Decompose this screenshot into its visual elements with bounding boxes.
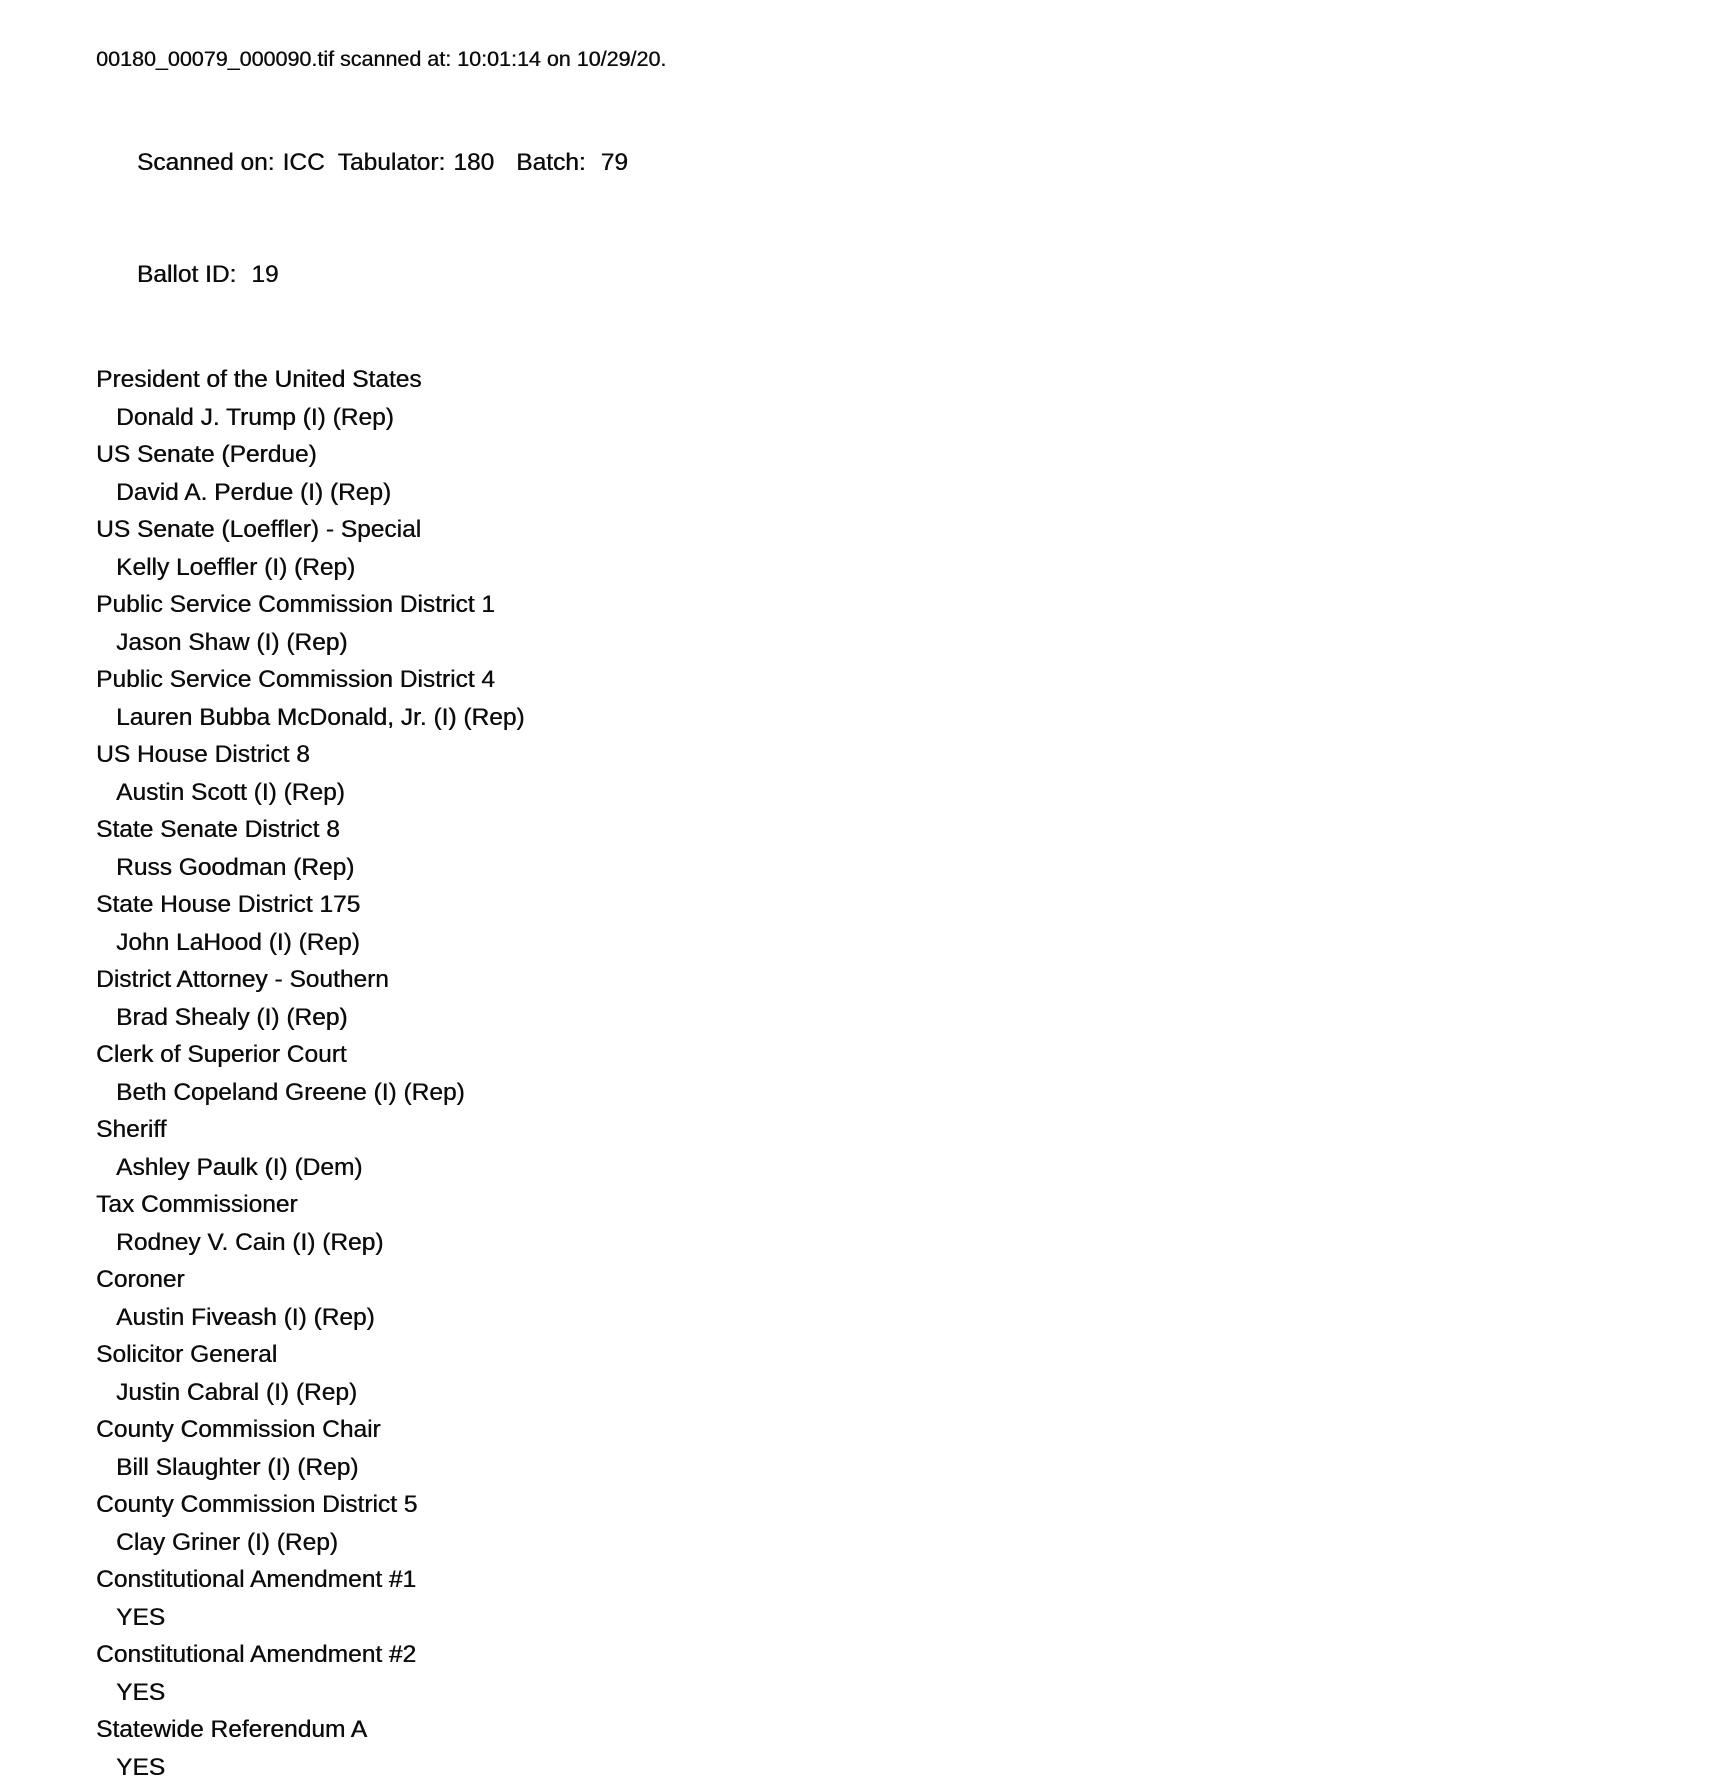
scanned-on-value: ICC <box>282 149 324 176</box>
contest-entry <box>96 1036 1675 1111</box>
contest-results-list <box>96 361 1675 1786</box>
contest-office: County Commission Chair <box>96 1411 1675 1449</box>
scan-filename-line: 00180_00079_000090.tif scanned at: 10:01:14 on 10/29/20. <box>96 46 1675 72</box>
contest-selection: David A. Perdue (I) (Rep) <box>96 474 1675 512</box>
contest-selection: Austin Fiveash (I) (Rep) <box>96 1299 1675 1337</box>
contest-selection: Russ Goodman (Rep) <box>96 849 1675 887</box>
contest-office: Constitutional Amendment #2 <box>96 1636 1675 1674</box>
contest-selection: Jason Shaw (I) (Rep) <box>96 624 1675 662</box>
contest-office: Sheriff <box>96 1111 1675 1149</box>
contest-selection: Clay Griner (I) (Rep) <box>96 1524 1675 1562</box>
contest-selection: Donald J. Trump (I) (Rep) <box>96 399 1675 437</box>
scanned-on-label: Scanned on: <box>137 149 275 176</box>
ballot-id-value: 19 <box>251 261 278 288</box>
tabulator-label: Tabulator: <box>338 149 446 176</box>
contest-entry <box>96 661 1675 736</box>
contest-selection: YES <box>96 1749 1675 1786</box>
batch-label: Batch: <box>516 149 585 176</box>
contest-entry <box>96 1111 1675 1186</box>
ballot-id-line <box>96 219 1675 332</box>
contest-office: State Senate District 8 <box>96 811 1675 849</box>
scan-metadata-block <box>96 106 1675 331</box>
contest-entry <box>96 961 1675 1036</box>
contest-office: Public Service Commission District 1 <box>96 586 1675 624</box>
contest-entry <box>96 511 1675 586</box>
contest-selection: Austin Scott (I) (Rep) <box>96 774 1675 812</box>
contest-entry <box>96 1261 1675 1336</box>
contest-office: US Senate (Perdue) <box>96 436 1675 474</box>
contest-selection: Bill Slaughter (I) (Rep) <box>96 1449 1675 1487</box>
scanner-info-line <box>96 106 1675 219</box>
batch-value: 79 <box>601 149 628 176</box>
contest-office: District Attorney - Southern <box>96 961 1675 999</box>
contest-entry <box>96 1561 1675 1636</box>
contest-office: State House District 175 <box>96 886 1675 924</box>
contest-selection: YES <box>96 1599 1675 1637</box>
contest-office: Public Service Commission District 4 <box>96 661 1675 699</box>
contest-office: Constitutional Amendment #1 <box>96 1561 1675 1599</box>
contest-office: Clerk of Superior Court <box>96 1036 1675 1074</box>
contest-entry <box>96 1711 1675 1786</box>
contest-office: Statewide Referendum A <box>96 1711 1675 1749</box>
contest-office: Tax Commissioner <box>96 1186 1675 1224</box>
contest-entry <box>96 1636 1675 1711</box>
contest-entry <box>96 436 1675 511</box>
contest-selection: Justin Cabral (I) (Rep) <box>96 1374 1675 1412</box>
contest-office: County Commission District 5 <box>96 1486 1675 1524</box>
contest-entry <box>96 361 1675 436</box>
contest-entry <box>96 736 1675 811</box>
contest-office: Solicitor General <box>96 1336 1675 1374</box>
contest-entry <box>96 1411 1675 1486</box>
contest-office: Coroner <box>96 1261 1675 1299</box>
contest-entry <box>96 1486 1675 1561</box>
contest-office: US Senate (Loeffler) - Special <box>96 511 1675 549</box>
ballot-id-label: Ballot ID: <box>137 261 236 288</box>
contest-selection: Beth Copeland Greene (I) (Rep) <box>96 1074 1675 1112</box>
contest-entry <box>96 1186 1675 1261</box>
contest-selection: Brad Shealy (I) (Rep) <box>96 999 1675 1037</box>
contest-selection: Kelly Loeffler (I) (Rep) <box>96 549 1675 587</box>
contest-selection: John LaHood (I) (Rep) <box>96 924 1675 962</box>
contest-entry <box>96 586 1675 661</box>
contest-office: President of the United States <box>96 361 1675 399</box>
contest-entry <box>96 886 1675 961</box>
contest-selection: Lauren Bubba McDonald, Jr. (I) (Rep) <box>96 699 1675 737</box>
contest-selection: Rodney V. Cain (I) (Rep) <box>96 1224 1675 1262</box>
contest-selection: YES <box>96 1674 1675 1712</box>
tabulator-value: 180 <box>453 149 494 176</box>
contest-selection: Ashley Paulk (I) (Dem) <box>96 1149 1675 1187</box>
contest-entry <box>96 1336 1675 1411</box>
contest-office: US House District 8 <box>96 736 1675 774</box>
contest-entry <box>96 811 1675 886</box>
